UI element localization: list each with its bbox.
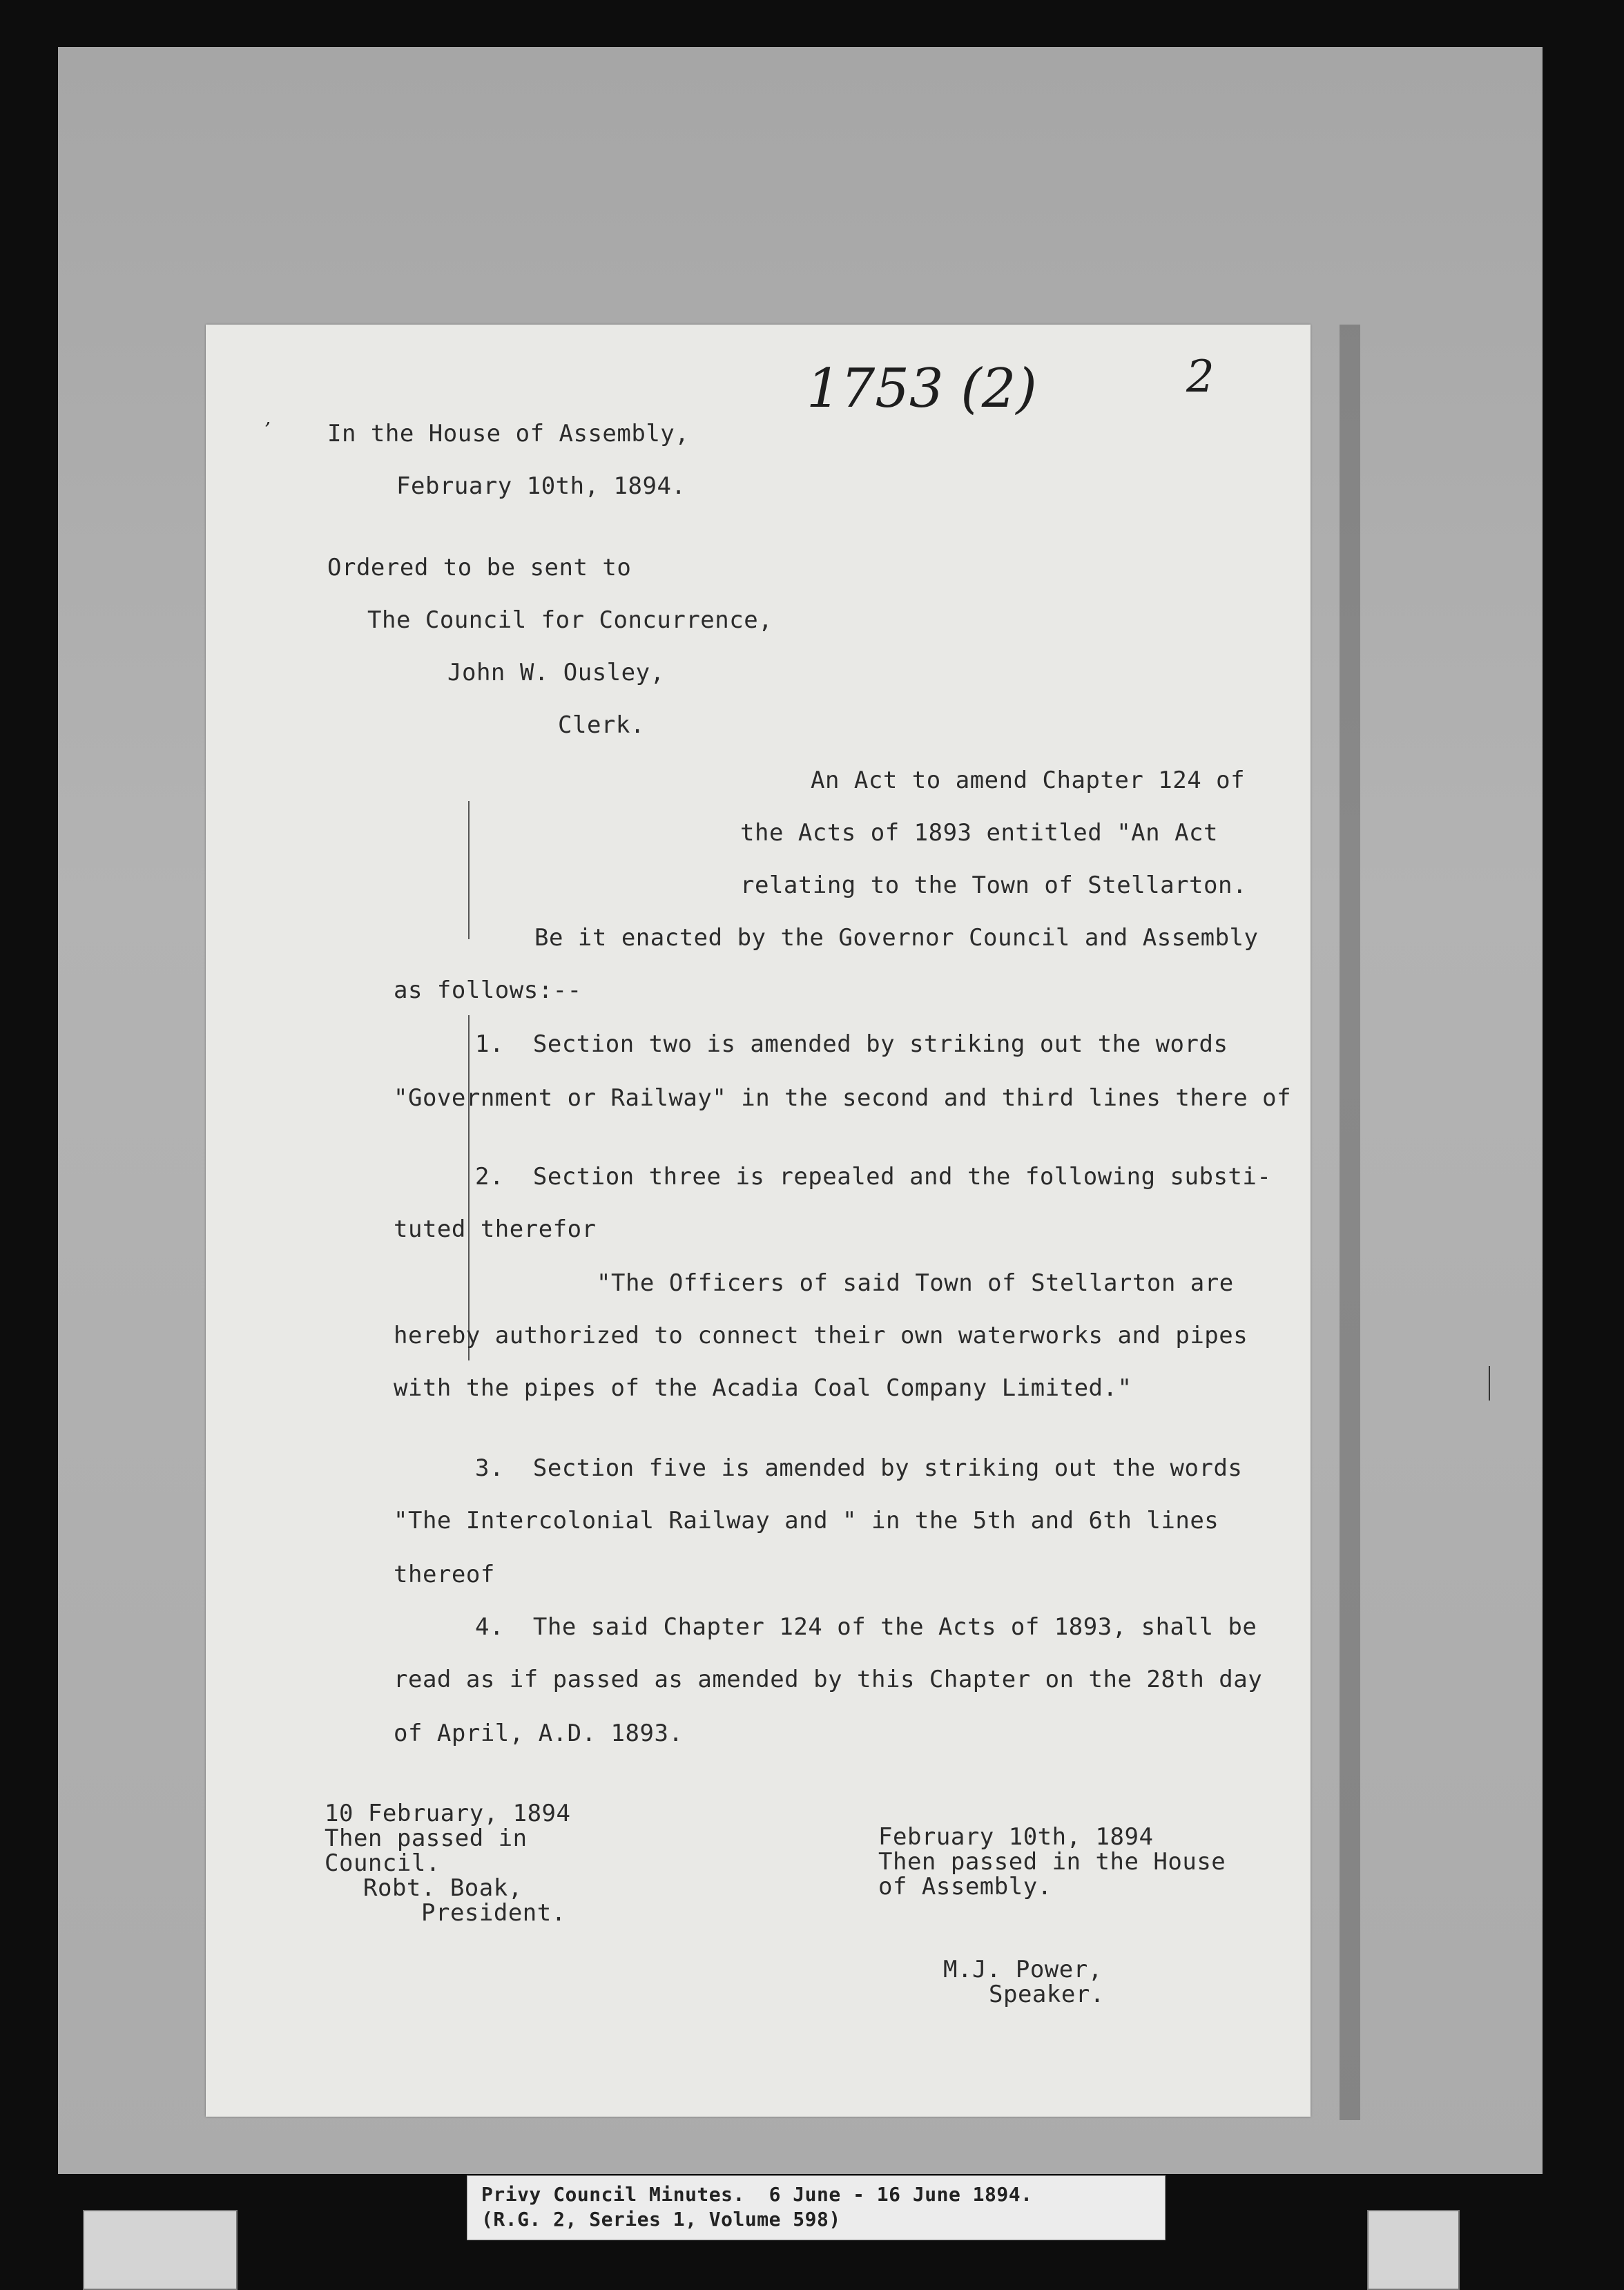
- board-tick-mark: [1489, 1366, 1490, 1401]
- section-4-line-3: of April, A.D. 1893.: [394, 1720, 684, 1747]
- section-3-line-2: "The Intercolonial Railway and " in the 5th and 6th lines: [394, 1507, 1219, 1534]
- section-2-quote-line-1: "The Officers of said Town of Stellarton are: [597, 1269, 1234, 1297]
- section-3-line-1: 3. Section five is amended by striking out the words: [475, 1454, 1243, 1482]
- section-4-line-1: 4. The said Chapter 124 of the Acts of 1893, shall be: [475, 1613, 1257, 1641]
- section-3-line-3: thereof: [394, 1561, 495, 1588]
- council-line-3: Council.: [325, 1849, 441, 1877]
- assembly-line-2: Then passed in the House: [878, 1848, 1226, 1876]
- header-date: February 10th, 1894.: [396, 472, 686, 500]
- assembly-line-3: of Assembly.: [878, 1873, 1052, 1901]
- handwritten-file-number: 1753 (2): [806, 358, 1037, 420]
- document-page: [206, 325, 1311, 2117]
- order-line-2: The Council for Concurrence,: [367, 606, 773, 634]
- archive-label: [467, 2175, 1166, 2240]
- section-1-line-1: 1. Section two is amended by striking out the words: [475, 1030, 1228, 1058]
- section-4-line-2: read as if passed as amended by this Chapter on the 28th day: [394, 1666, 1263, 1693]
- council-date: 10 February, 1894: [325, 1800, 571, 1827]
- council-line-2: Then passed in: [325, 1825, 528, 1852]
- act-title-line-1: An Act to amend Chapter 124 of: [811, 767, 1246, 794]
- margin-pencil-line: [468, 801, 470, 939]
- council-signer-title: President.: [421, 1899, 566, 1927]
- archive-label-line-1: Privy Council Minutes. 6 June - 16 June 1894.: [481, 2183, 1033, 2206]
- order-signer: John W. Ousley,: [447, 659, 665, 686]
- enacting-clause-line-1: Be it enacted by the Governor Council and Assembly: [534, 924, 1259, 952]
- section-2-line-2: tuted therefor: [394, 1215, 597, 1243]
- order-line-1: Ordered to be sent to: [327, 554, 632, 581]
- assembly-signer-title: Speaker.: [989, 1981, 1105, 2008]
- enacting-clause-line-2: as follows:--: [394, 976, 582, 1004]
- section-1-line-2: "Government or Railway" in the second and third lines there of: [394, 1084, 1292, 1112]
- council-signer: Robt. Boak,: [363, 1874, 523, 1902]
- binder-clip-left: [83, 2210, 238, 2290]
- section-2-quote-line-3: with the pipes of the Acadia Coal Company Limited.": [394, 1374, 1132, 1402]
- handwritten-page-number: 2: [1186, 352, 1215, 403]
- act-title-line-2: the Acts of 1893 entitled "An Act: [740, 819, 1219, 847]
- assembly-signer: M.J. Power,: [943, 1956, 1103, 1983]
- margin-tick-mark: ʼ: [264, 418, 270, 441]
- binder-clip-right: [1367, 2210, 1460, 2290]
- assembly-date: February 10th, 1894: [878, 1823, 1154, 1851]
- order-signer-title: Clerk.: [558, 711, 645, 739]
- section-2-line-1: 2. Section three is repealed and the following substi-: [475, 1163, 1272, 1191]
- header-line-1: In the House of Assembly,: [327, 420, 690, 448]
- section-2-quote-line-2: hereby authorized to connect their own waterworks and pipes: [394, 1322, 1248, 1349]
- margin-pencil-line: [468, 1015, 470, 1360]
- sheet-shadow: [1340, 325, 1360, 2120]
- archive-label-line-2: (R.G. 2, Series 1, Volume 598): [481, 2208, 841, 2231]
- act-title-line-3: relating to the Town of Stellarton.: [740, 872, 1247, 899]
